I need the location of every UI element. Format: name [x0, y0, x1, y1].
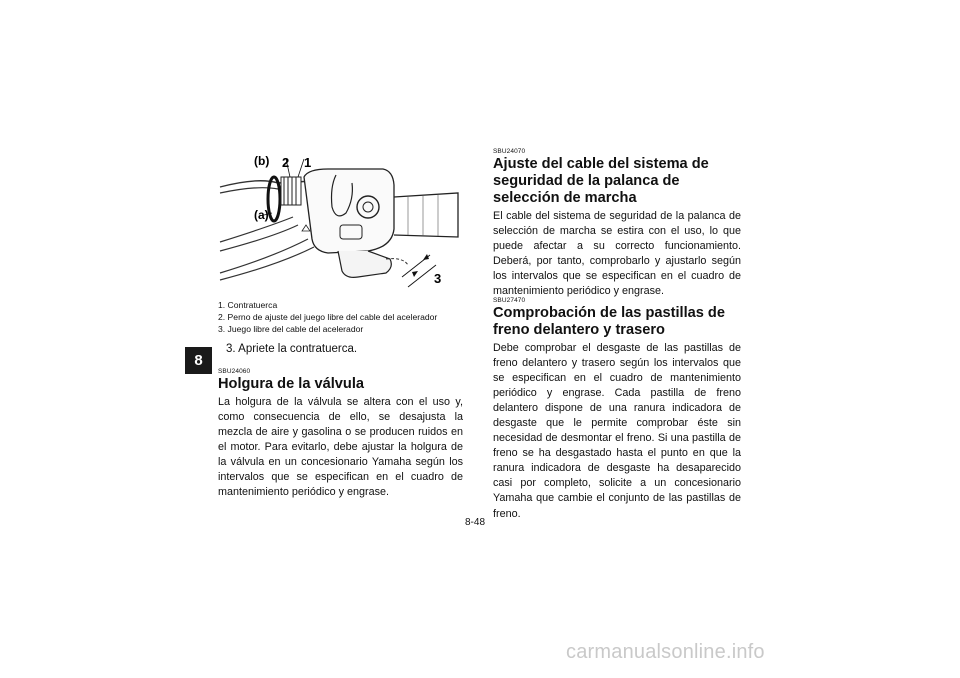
instruction-step: 3. Apriete la contratuerca.	[226, 343, 358, 355]
label-1: 1	[304, 155, 312, 170]
throttle-cable-figure	[218, 147, 462, 297]
caption-item: 2. Perno de ajuste del juego libre del cable del acelerador	[218, 312, 438, 322]
figure-captions	[218, 299, 463, 335]
label-b: (b)	[254, 154, 270, 168]
section-valve-clearance	[218, 368, 463, 500]
section-body: La holgura de la válvula se altera con el uso y, como consecuencia de ello, se desajusta la mezcla de aire y gasolina o se producen ruidos en el motor. Para evitarlo, debe ajustar la holgura de la válvula en un concesionario Yamaha según los intervalos que se especifican en el cuadro de mantenimiento periódico y engrase.	[218, 396, 463, 499]
label-3: 3	[434, 271, 442, 286]
caption-item: 3. Juego libre del cable del acelerador	[218, 324, 364, 334]
caption-item: 1. Contratuerca	[218, 300, 278, 310]
label-2: 2	[282, 155, 290, 170]
section-title: Comprobación de las pastillas de freno delantero y trasero	[493, 305, 725, 338]
chapter-tab: 8	[185, 347, 212, 374]
label-a: (a)	[254, 208, 269, 222]
section-code: SBU24060	[218, 368, 251, 375]
section-title: Holgura de la válvula	[218, 376, 364, 392]
section-code: SBU27470	[493, 297, 526, 304]
section-body: El cable del sistema de seguridad de la palanca de selección de marcha se estira con el uso, lo que puede afectar a su correcto funcionamiento. Deberá, por tanto, comprobarlo y ajustarlo según los intervalos que se especifican en el cuadro de mantenimiento periódico y engrase.	[493, 210, 741, 298]
section-body: Debe comprobar el desgaste de las pastillas de freno delantero y trasero según los intervalos que se especifican en el cuadro de mantenimiento periódico y engrase. Cada pastilla de freno delantero dispone de una ranura indicadora de desgaste que le permite comprobar éste sin necesidad de desmontar el freno. Si una pastilla de freno se ha desgastado hasta el punto en que la ranura indicadora de desgaste ha desaparecido casi por completo, solicite a un concesionario Yamaha que cambie el conjunto de las pastillas de freno.	[493, 342, 741, 520]
section-code: SBU24070	[493, 148, 526, 155]
section-brake-pads	[493, 297, 741, 522]
section-shift-safety-cable	[493, 148, 741, 299]
watermark: carmanualsonline.info	[566, 641, 765, 663]
section-title: Ajuste del cable del sistema de seguridad de la palanca de selección de marcha	[493, 156, 709, 206]
page-number: 8-48	[465, 517, 486, 528]
handlebar-illustration	[218, 147, 462, 297]
